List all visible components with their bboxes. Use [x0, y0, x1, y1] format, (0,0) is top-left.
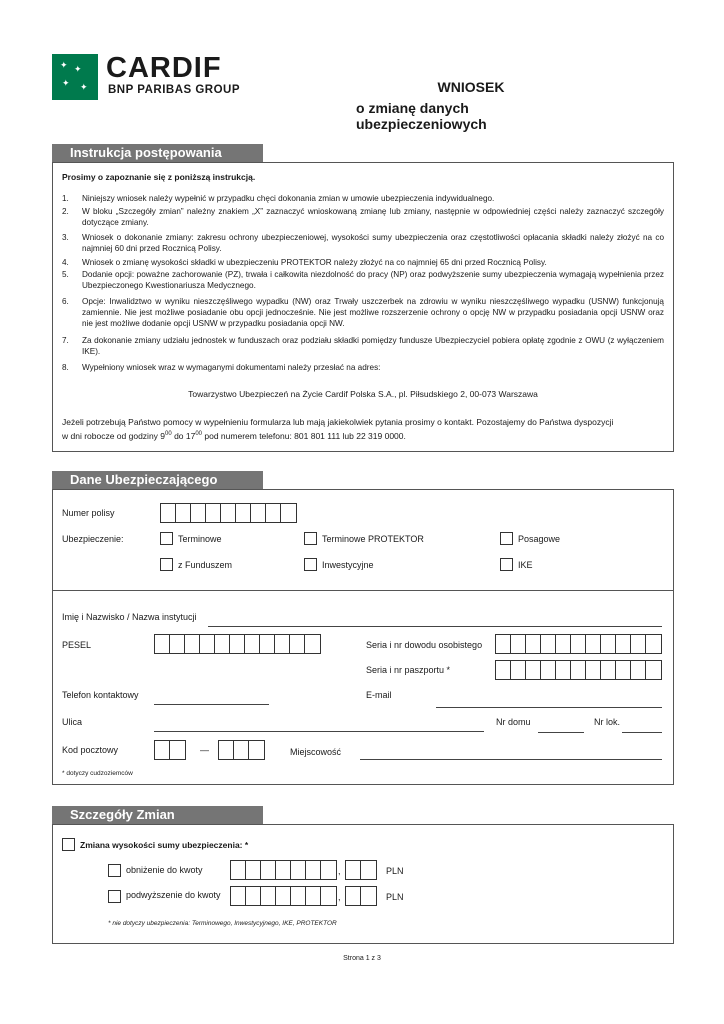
- instruction-text: Wniosek o zmianę wysokości składki w ubezpieczeniu PROTEKTOR należy złożyć na co najmniej 65 dni przed Rocznicą Polisy.: [82, 258, 547, 267]
- phone-input[interactable]: [154, 704, 269, 705]
- changes-footnote: * nie dotyczy ubezpieczenia: Terminowego, Inwestycyjnego, IKE, PROTEKTOR: [108, 920, 337, 927]
- page-title: WNIOSEK: [437, 79, 505, 95]
- instruction-text: Za dokonanie zmiany udziału jednostek w funduszach oraz podziału składki pomiędzy fundusze Ubezpieczyciel pobiera opłatę zgodnie z OWU (z wyłączeniem IKE).: [82, 336, 664, 356]
- contact-info: [62, 416, 664, 442]
- checkbox-ike[interactable]: [500, 558, 513, 571]
- checkbox-posagowe[interactable]: [500, 532, 513, 545]
- increase-currency: PLN: [386, 892, 404, 902]
- email-label: E-mail: [366, 690, 392, 700]
- instruction-item: [62, 362, 664, 373]
- street-label: Ulica: [62, 717, 83, 727]
- postcode-dash: —: [200, 745, 209, 755]
- checkbox-terminowe[interactable]: [160, 532, 173, 545]
- instructions-lead: Prosimy o zapoznanie się z poniższą instrukcją.: [62, 172, 256, 182]
- email-input[interactable]: [436, 707, 662, 708]
- phone-label: Telefon kontaktowy: [62, 690, 139, 700]
- option-terminowe: Terminowe: [178, 534, 222, 544]
- option-ike: IKE: [518, 560, 533, 570]
- instruction-number: 2.: [62, 207, 69, 216]
- page-number: Strona 1 z 3: [343, 955, 381, 962]
- postcode-label: Kod pocztowy: [62, 745, 119, 755]
- street-input[interactable]: [154, 731, 484, 732]
- instruction-text: Opcje: Inwalidztwo w wyniku nieszczęśliwego wypadku (NW) oraz Trwały uszczerbek na zdrowiu w wyniku nieszczęśliwego wypadku (USNW) funkcjonują zamiennie. Nie jest możliwe posiadanie obu opcji jednocześnie. Nie jest możliwe rozszerzenie ochrony o opcję NW w przypadku posiadania opcji USNW oraz nie jest możliwe dodanie opcji USNW w przypadku posiadania opcji NW.: [82, 297, 664, 328]
- passport-label: Seria i nr paszportu *: [366, 665, 451, 675]
- instruction-item: [62, 232, 664, 254]
- id-card-input[interactable]: [495, 634, 662, 654]
- brand-subtitle: BNP PARIBAS GROUP: [108, 84, 241, 96]
- contact-line-2a: w dni robocze od godziny 9: [62, 430, 166, 441]
- instruction-item: [62, 269, 664, 291]
- house-number-label: Nr domu: [496, 717, 531, 727]
- postcode-part1-input[interactable]: [154, 740, 186, 760]
- checkbox-decrease[interactable]: [108, 864, 121, 877]
- instruction-item: [62, 335, 664, 357]
- policy-number-input[interactable]: [160, 503, 297, 523]
- postcode-part2-input[interactable]: [218, 740, 265, 760]
- checkbox-increase[interactable]: [108, 890, 121, 903]
- decrease-currency: PLN: [386, 866, 404, 876]
- foreigners-footnote: * dotyczy cudzoziemców: [62, 770, 133, 777]
- instruction-item: [62, 193, 664, 204]
- option-inwestycyjne: Inwestycyjne: [322, 560, 374, 570]
- instruction-number: 7.: [62, 336, 69, 345]
- page-subtitle: o zmianę danych ubezpieczeniowych: [356, 100, 487, 132]
- checkbox-terminowe-protektor[interactable]: [304, 532, 317, 545]
- brand-name: CARDIF: [106, 52, 222, 84]
- contact-line-2c: pod numerem telefonu: 801 801 111 lub 22 319 0000.: [202, 430, 406, 441]
- instruction-text: Wypełniony wniosek wraz w wymaganymi dokumentami należy przesłać na adres:: [82, 363, 381, 372]
- decrease-amount-input[interactable]: [230, 860, 337, 880]
- instruction-number: 3.: [62, 233, 69, 242]
- increase-amount-input[interactable]: [230, 886, 337, 906]
- increase-comma: ,: [338, 892, 341, 902]
- full-name-label: Imię i Nazwisko / Nazwa instytucji: [62, 612, 197, 622]
- contact-line-1: Jeżeli potrzebują Państwo pomocy w wypełnieniu formularza lub mają jakiekolwiek pytania prosimy o kontakt. Pozostajemy do Państwa dyspozycji: [62, 417, 614, 427]
- checkbox-inwestycyjne[interactable]: [304, 558, 317, 571]
- section-divider: [52, 590, 674, 591]
- instruction-item: [62, 206, 664, 228]
- instruction-text: Wniosek o dokonanie zmiany: zakresu ochrony ubezpieczeniowej, wysokości sumy ubezpieczenia oraz częstotliwości opłacania składki należy złożyć na co najmniej 60 dni przed Rocznicą Polisy.: [82, 233, 664, 253]
- decrease-comma: ,: [338, 866, 341, 876]
- instruction-number: 4.: [62, 258, 69, 267]
- full-name-input[interactable]: [208, 626, 662, 627]
- instruction-text: Niniejszy wniosek należy wypełnić w przypadku chęci dokonania zmian w umowie ubezpieczenia indywidualnego.: [82, 194, 495, 203]
- increase-cents-input[interactable]: [345, 886, 377, 906]
- policy-number-label: Numer polisy: [62, 508, 115, 518]
- cardif-logo-mark: ✦ ✦ ✦ ✦: [52, 54, 98, 100]
- pesel-input[interactable]: [154, 634, 321, 654]
- mailing-address: Towarzystwo Ubezpieczeń na Życie Cardif Polska S.A., pl. Piłsudskiego 2, 00-073 Warszawa: [188, 389, 538, 399]
- option-z-funduszem: z Funduszem: [178, 560, 233, 570]
- contact-sup-2: 00: [195, 431, 203, 437]
- house-number-input[interactable]: [538, 732, 584, 733]
- id-card-label: Seria i nr dowodu osobistego: [366, 640, 483, 650]
- section-heading-changes: Szczegóły Zmian: [52, 806, 263, 824]
- option-terminowe-protektor: Terminowe PROTEKTOR: [322, 534, 424, 544]
- instruction-number: 5.: [62, 270, 69, 279]
- contact-line-2b: do 17: [171, 430, 196, 441]
- instruction-text: W bloku „Szczegóły zmian” należny znakiem „X” zaznaczyć wnioskowaną zmianę lub zmiany, następnie w odpowiedniej części należy zaznaczyć szczegóły dotyczące zmiany.: [82, 207, 664, 227]
- contact-sup-1: 00: [165, 431, 172, 437]
- checkbox-z-funduszem[interactable]: [160, 558, 173, 571]
- city-input[interactable]: [360, 759, 662, 760]
- instruction-item: [62, 257, 664, 268]
- flat-number-label: Nr lok.: [594, 717, 621, 727]
- section-heading-instructions: Instrukcja postępowania: [52, 144, 263, 162]
- instruction-number: 1.: [62, 194, 69, 203]
- checkbox-sum-change[interactable]: [62, 838, 75, 851]
- option-posagowe: Posagowe: [518, 534, 561, 544]
- pesel-label: PESEL: [62, 640, 92, 650]
- passport-input[interactable]: [495, 660, 662, 680]
- increase-label: podwyższenie do kwoty: [126, 890, 221, 900]
- insurance-type-label: Ubezpieczenie:: [62, 534, 124, 544]
- decrease-label: obniżenie do kwoty: [126, 865, 203, 875]
- flat-number-input[interactable]: [622, 732, 662, 733]
- instruction-number: 8.: [62, 363, 69, 372]
- sum-change-label: Zmiana wysokości sumy ubezpieczenia: *: [80, 840, 249, 850]
- section-heading-insured: Dane Ubezpieczającego: [52, 471, 263, 489]
- instruction-number: 6.: [62, 297, 69, 306]
- city-label: Miejscowość: [290, 747, 342, 757]
- decrease-cents-input[interactable]: [345, 860, 377, 880]
- instruction-item: [62, 296, 664, 329]
- instruction-text: Dodanie opcji: poważne zachorowanie (PZ), trwała i całkowita niezdolność do pracy (NP) oraz podwyższenie sumy ubezpieczenia wymagają wypełnienia przez Ubezpieczonego Kwestionariusza Medycznego.: [82, 270, 664, 290]
